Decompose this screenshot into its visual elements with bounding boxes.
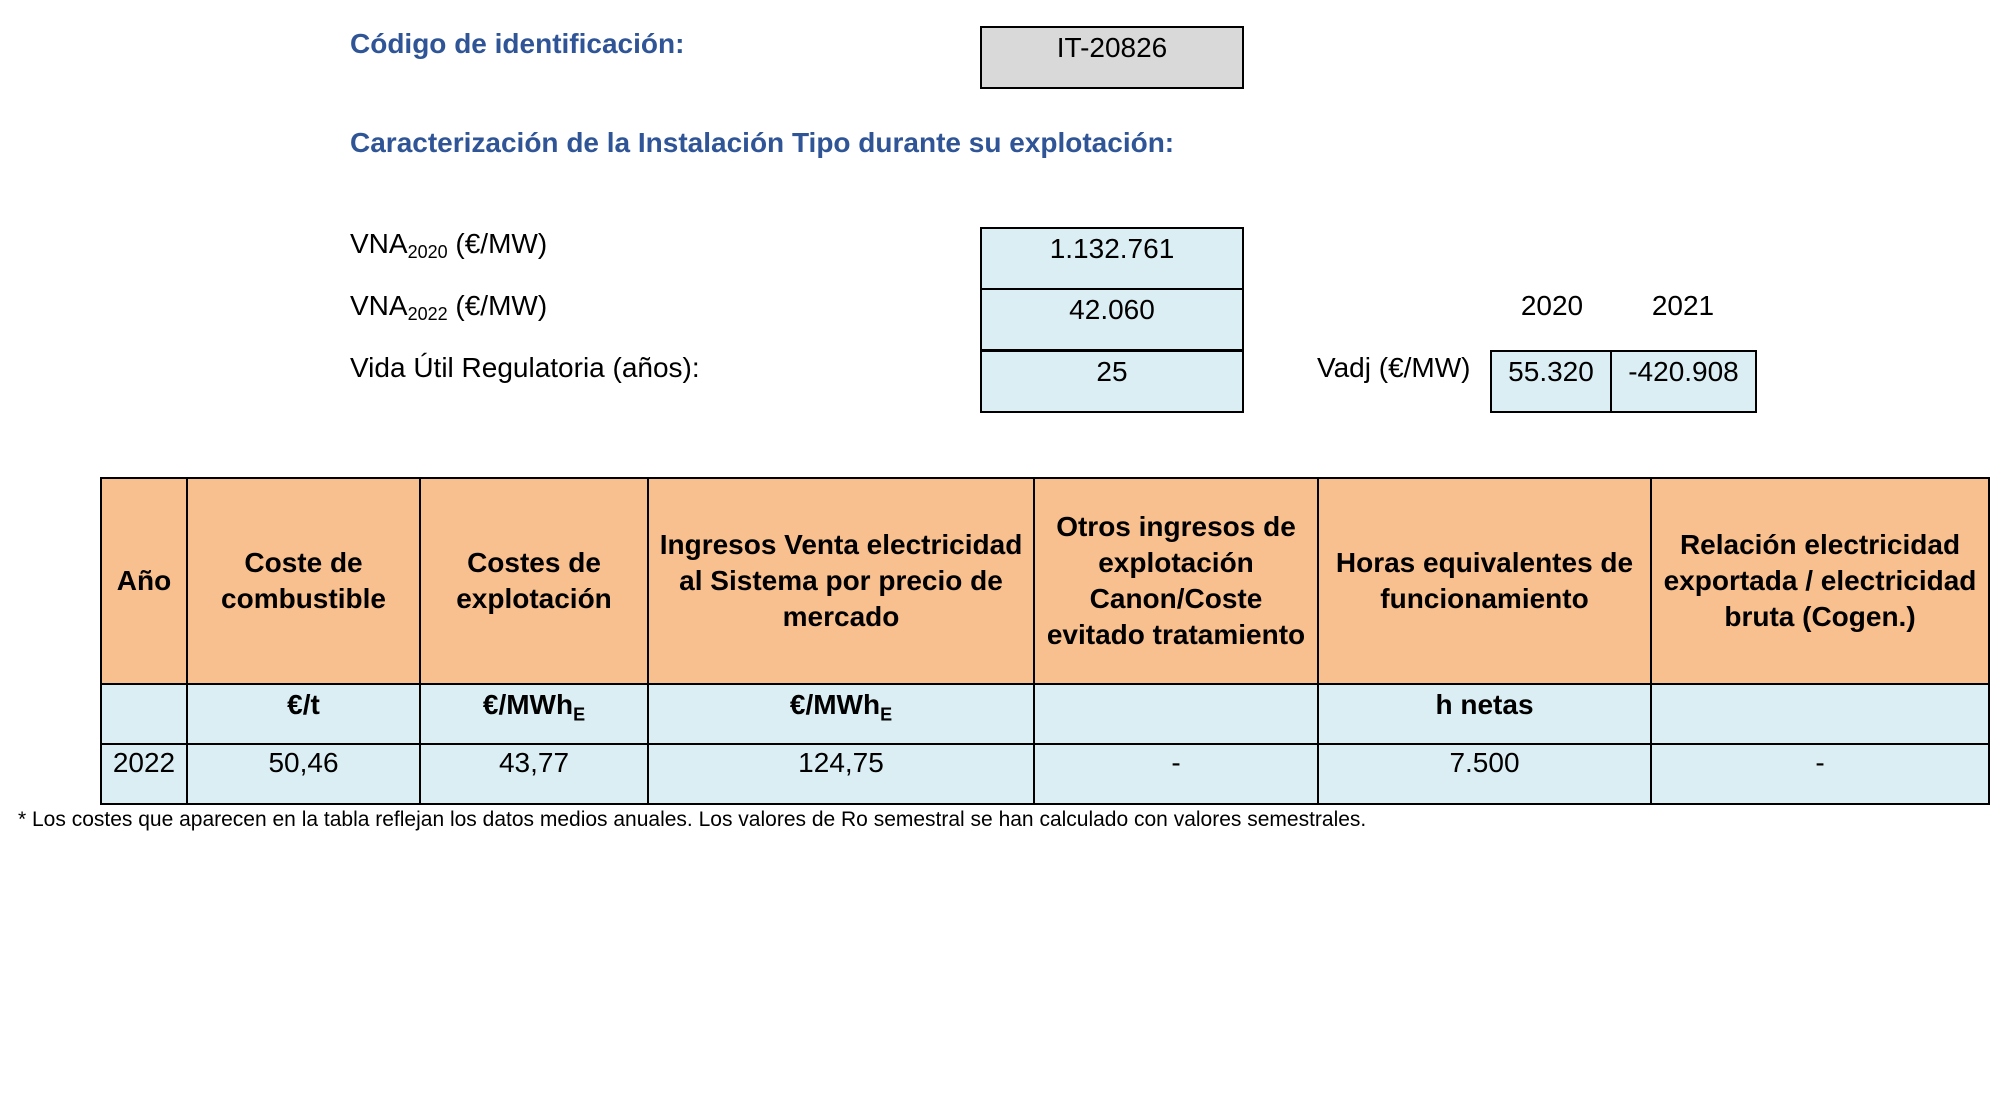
unit-cell: €/MWh$_E$ [648, 684, 1034, 744]
unit-cell: h netas [1318, 684, 1651, 744]
vida-util-label: Vida Útil Regulatoria (años): [350, 352, 700, 383]
table-header-row [101, 478, 1989, 684]
vna2020-value: 1.132.761 [980, 227, 1244, 290]
footnote: * Los costes que aparecen en la tabla reflejan los datos medios anuales. Los valores de Ro semestral se han calculado con valores semestrales. [18, 808, 1367, 831]
header-relacion-electricidad: Relación electricidad exportada / electricidad bruta (Cogen.) [1651, 478, 1989, 684]
vadj-year-2020: 2020 [1520, 290, 1584, 321]
vadj-value-2021: -420.908 [1610, 350, 1757, 413]
unit-cell [1034, 684, 1318, 744]
vna2020-label: $VNA_{2020}$ (€/MW) [350, 228, 548, 262]
vida-util-value: 25 [980, 350, 1244, 413]
header-otros-ingresos: Otros ingresos de explotación Canon/Coste evitado tratamiento [1034, 478, 1318, 684]
costs-table [100, 477, 1990, 805]
table-row [101, 744, 1989, 804]
cell-ano: 2022 [101, 744, 187, 804]
unit-cell [101, 684, 187, 744]
vadj-label: Vadj (€/MW) [1317, 352, 1471, 383]
id-label: Código de identificación: [350, 28, 685, 59]
unit-cell: €/MWh$_E$ [420, 684, 648, 744]
header-horas-equivalentes: Horas equivalentes de funcionamiento [1318, 478, 1651, 684]
unit-cell: €/t [187, 684, 420, 744]
vadj-value-2020: 55.320 [1490, 350, 1612, 413]
header-ano: Año [101, 478, 187, 684]
cell-costes-explotacion: 43,77 [420, 744, 648, 804]
vna2022-label: $VNA_{2022}$ (€/MW) [350, 290, 548, 324]
unit-cell [1651, 684, 1989, 744]
section-title: Caracterización de la Instalación Tipo durante su explotación: [350, 127, 1175, 158]
vadj-year-2021: 2021 [1651, 290, 1715, 321]
table-units-row [101, 684, 1989, 744]
cell-ingresos-venta: 124,75 [648, 744, 1034, 804]
header-ingresos-venta: Ingresos Venta electricidad al Sistema por precio de mercado [648, 478, 1034, 684]
cell-otros-ingresos: - [1034, 744, 1318, 804]
header-costes-explotacion: Costes de explotación [420, 478, 648, 684]
cell-horas-equivalentes: 7.500 [1318, 744, 1651, 804]
cell-coste-combustible: 50,46 [187, 744, 420, 804]
vna2022-value: 42.060 [980, 288, 1244, 351]
header-coste-combustible: Coste de combustible [187, 478, 420, 684]
cell-relacion-electricidad: - [1651, 744, 1989, 804]
id-value-field: IT-20826 [980, 26, 1244, 89]
